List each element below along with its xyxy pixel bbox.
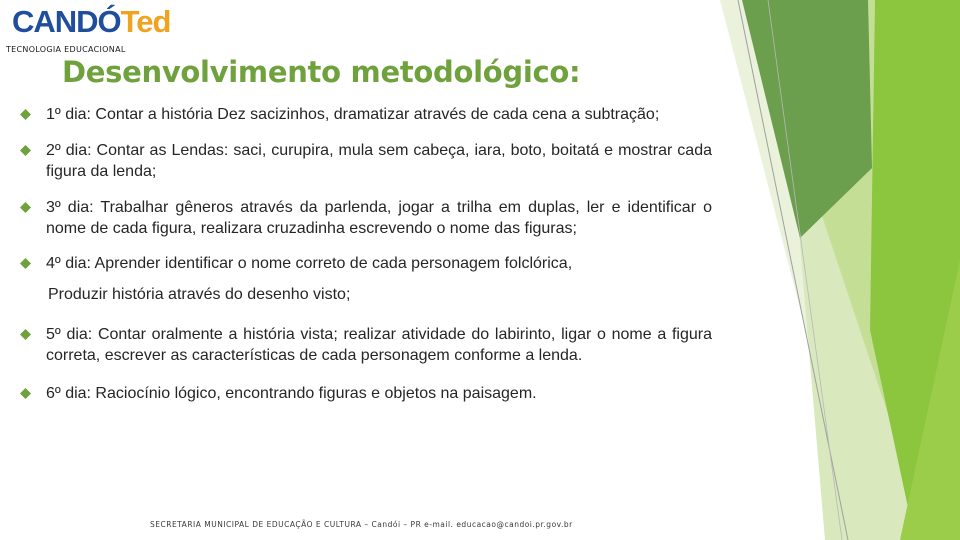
logo (6, 2, 171, 56)
bullet-item-day-4 (20, 253, 712, 274)
bullet-continuation (20, 284, 712, 305)
bullet-item-day-1 (20, 104, 712, 125)
bullet-item-day-5 (20, 324, 712, 366)
bullet-list (20, 104, 712, 404)
diamond-bullet-icon (20, 388, 31, 399)
diamond-bullet-icon (20, 329, 31, 340)
diamond-bullet-icon (20, 258, 31, 269)
logo-word-a: CANDÓ (12, 4, 121, 39)
diamond-bullet-icon (20, 202, 31, 213)
bullet-text: 3º dia: Trabalhar gêneros através da parlenda, jogar a trilha em duplas, ler e identificar o nome de cada figura, realizara cruzadinha escrevendo o nome das figuras; (46, 199, 712, 237)
bullet-text: 6º dia: Raciocínio lógico, encontrando figuras e objetos na paisagem. (46, 385, 537, 402)
continuation-text: Produzir história através do desenho visto; (48, 286, 351, 303)
bullet-text: 4º dia: Aprender identificar o nome correto de cada personagem folclórica, (46, 255, 573, 272)
logo-word-b: Ted (120, 4, 171, 39)
bullet-text: 5º dia: Contar oralmente a história vista; realizar atividade do labirinto, ligar o nome a figura correta, escrever as características de cada personagem conforme a lenda. (46, 326, 712, 364)
logo-wordmark (12, 2, 170, 42)
diamond-bullet-icon (20, 145, 31, 156)
slide-title: Desenvolvimento metodológico: (62, 55, 581, 89)
bullet-text: 1º dia: Contar a história Dez sacizinhos, dramatizar através de cada cena a subtração; (46, 106, 660, 123)
logo-subtitle: TECNOLOGIA EDUCACIONAL (6, 45, 126, 54)
bullet-item-day-6 (20, 383, 712, 404)
bullet-item-day-2 (20, 140, 712, 182)
footer-text: SECRETARIA MUNICIPAL DE EDUCAÇÃO E CULTURA – Candói – PR e-mail. educacao@candoi.pr.gov.br (150, 520, 573, 529)
diamond-bullet-icon (20, 109, 31, 120)
bullet-text: 2º dia: Contar as Lendas: saci, curupira, mula sem cabeça, iara, boto, boitatá e mostrar cada figura da lenda; (46, 142, 712, 180)
bullet-item-day-3 (20, 197, 712, 239)
